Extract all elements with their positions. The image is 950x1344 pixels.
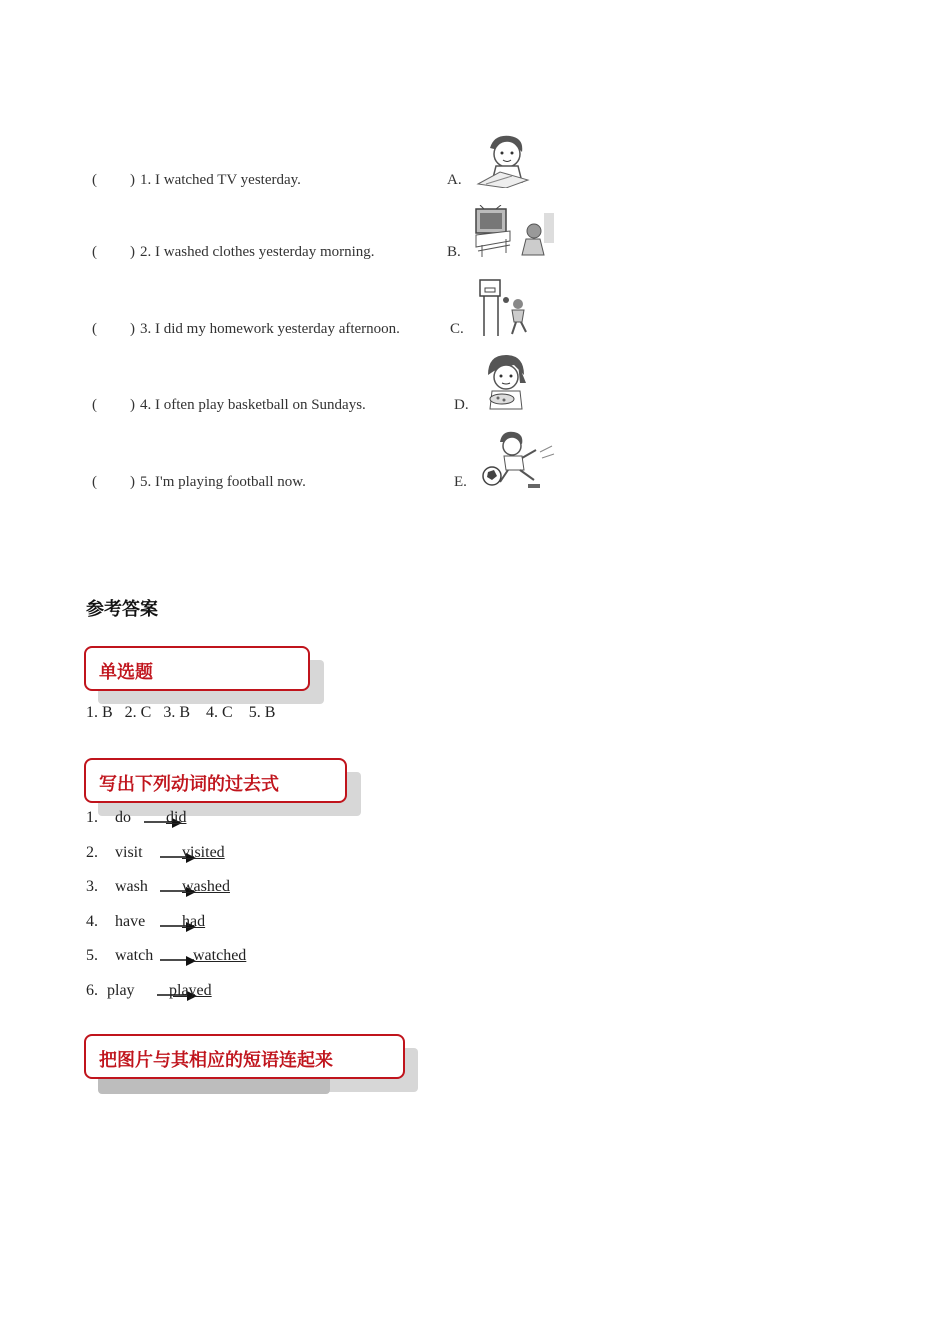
option-letter: E.: [454, 474, 467, 490]
option-letter: D.: [454, 397, 469, 413]
verb-base: wash: [115, 878, 148, 895]
verb-base: do: [115, 809, 131, 826]
option-letter: B.: [447, 244, 461, 260]
section-title-box: [84, 646, 310, 691]
basketball-picture: [476, 278, 534, 338]
answer-blank-open: (: [92, 172, 97, 188]
answer-blank-close: ): [130, 244, 135, 260]
verb-base: watch: [115, 947, 154, 964]
verb-base: play: [107, 982, 135, 999]
girl-washing-picture: [480, 353, 528, 411]
verb-past: washed: [182, 878, 230, 895]
section-title: 单选题: [99, 662, 153, 683]
boy-at-desk-picture: [472, 128, 534, 188]
option-letter: C.: [450, 321, 464, 337]
question-text: 2. I washed clothes yesterday morning.: [140, 244, 375, 260]
question-text: 5. I'm playing football now.: [140, 474, 306, 490]
answer-blank-open: (: [92, 244, 97, 260]
answer-blank-open: (: [92, 397, 97, 413]
verb-number: 6.: [86, 982, 98, 999]
answer-blank-close: ): [130, 397, 135, 413]
section-title: 写出下列动词的过去式: [99, 774, 279, 795]
option-letter: A.: [447, 172, 462, 188]
answers-heading: 参考答案: [86, 599, 158, 620]
verb-number: 2.: [86, 844, 98, 861]
answer-blank-close: ): [130, 474, 135, 490]
verb-base: visit: [115, 844, 143, 861]
verb-past: had: [182, 913, 206, 930]
verb-base: have: [115, 913, 146, 930]
verb-past: did: [166, 809, 187, 826]
answer-blank-close: ): [130, 321, 135, 337]
football-picture: [478, 428, 556, 490]
verb-number: 3.: [86, 878, 98, 895]
verb-number: 1.: [86, 809, 98, 826]
single-choice-answers: 1. B 2. C 3. B 4. C 5. B: [86, 704, 276, 721]
verb-number: 4.: [86, 913, 98, 930]
answer-blank-open: (: [92, 321, 97, 337]
question-text: 4. I often play basketball on Sundays.: [140, 397, 366, 413]
verb-number: 5.: [86, 947, 98, 964]
section-title-box: [84, 1034, 405, 1079]
question-text: 3. I did my homework yesterday afternoon.: [140, 321, 400, 337]
tv-watching-picture: [474, 205, 556, 261]
section-title-box: [84, 758, 347, 803]
question-text: 1. I watched TV yesterday.: [140, 172, 301, 188]
section-title: 把图片与其相应的短语连起来: [99, 1050, 333, 1071]
answer-blank-close: ): [130, 172, 135, 188]
verb-past: visited: [182, 844, 225, 861]
answer-blank-open: (: [92, 474, 97, 490]
verb-past: watched: [193, 947, 247, 964]
verb-past: played: [169, 982, 212, 999]
